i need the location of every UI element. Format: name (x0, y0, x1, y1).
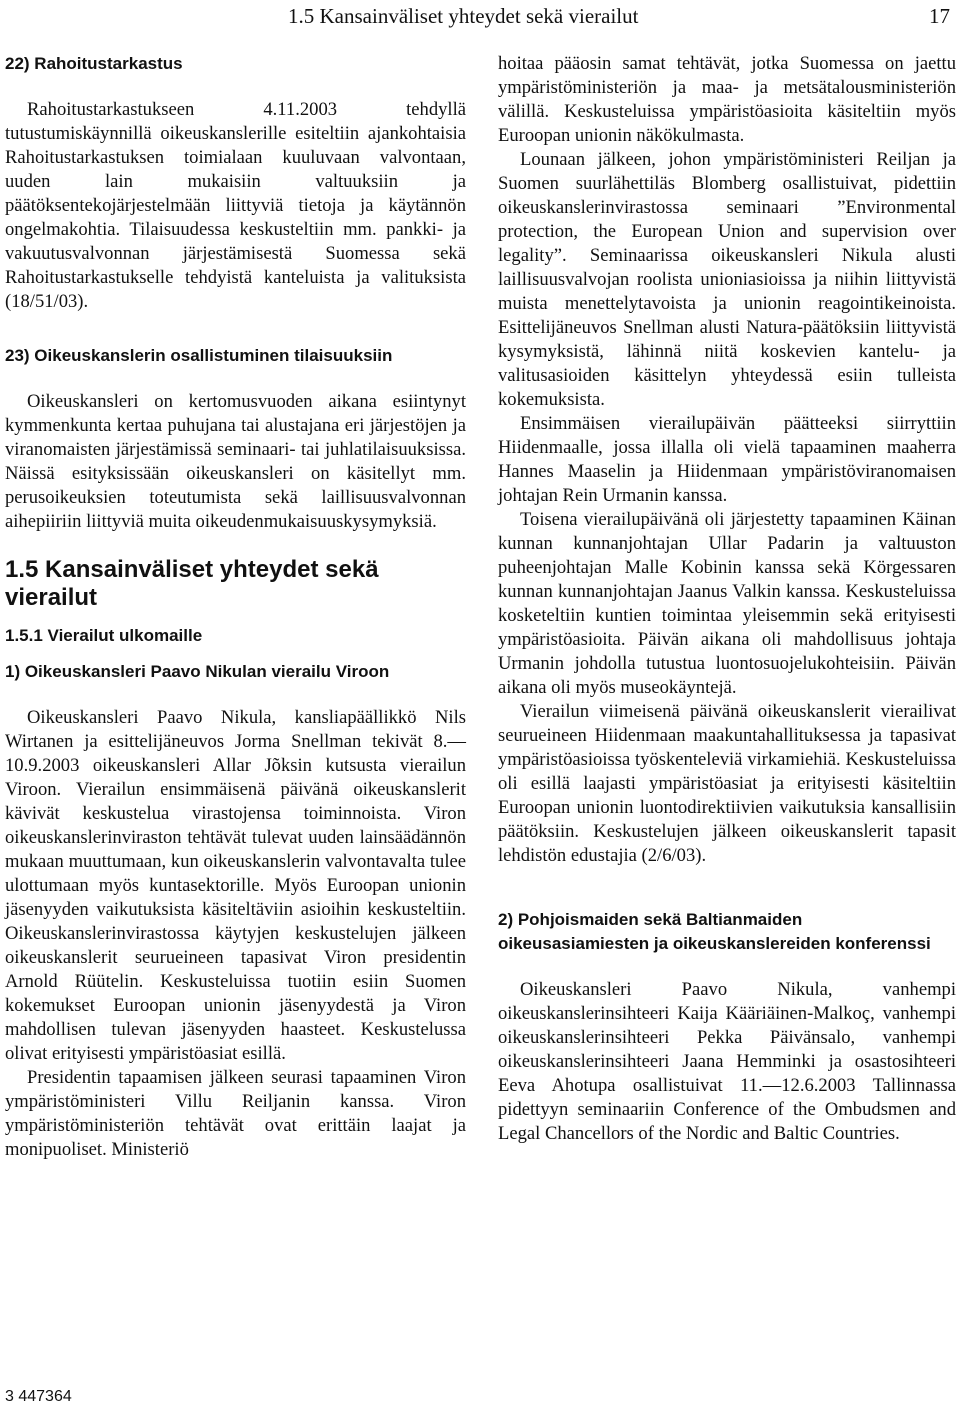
left-column (5, 52, 466, 1162)
paragraph-visit-4: Lounaan jälkeen, johon ympäristöministeri Reiljan ja Suomen suurlähettiläs Blomberg osallistuivat, pidettiin oikeuskanslerinvirastossa seminaari ”Environmental protection, the European Union and supervision over legality”. Seminaarissa oikeuskansleri Nikula alusti laillisuusvalvojan roolista unioniasioissa ja niihin liittyvistä muista menettelytavoista ja unionin reagointikeinoista. Esittelijäneuvos Snellman alusti Natura-päätöksiin liittyvistä kysymyksistä, lähinnä niitä koskevien kantelu- ja valitusasioiden käsittelyn yhteydessä esiin tulleista kokemuksista. (498, 149, 956, 410)
paragraph-visit-1: Oikeuskansleri Paavo Nikula, kansliapäällikkö Nils Wirtanen ja esittelijäneuvos Jorma Snellman tekivät 8.—10.9.2003 oikeuskansleri Allar Jõksin kutsusta vierailun Viroon. Vierailun ensimmäisenä päivänä oikeuskanslerit kävivät keskustelua virastojensa toiminnoista. Viron oikeuskanslerinviraston tehtävät tulevat uuden lainsäädännön mukaan muuttumaan, kun oikeuskanslerin valvontavalta tulee ulottumaan myös kuntasektorille. Myös Euroopan unionin jäsenyyden vaikutuksista käsiteltäviin asioihin keskusteltiin. Oikeuskanslerinvirastossa käytyjen keskustelujen jälkeen oikeuskanslerit seurueineen tapasivat Viron presidentin Arnold Rüütelin. Keskusteluissa tuotiin esiin Suomen kokemukset Euroopan unionin jäsenyydestä ja Viron mahdollisen tulevan jäsenyyden haasteet. Keskustelussa olivat erityisesti ympäristöasiat esillä. (5, 707, 466, 1064)
section-heading-22: 22) Rahoitustarkastus (5, 54, 183, 73)
paragraph-22: Rahoitustarkastukseen 4.11.2003 tehdyllä tutustumiskäynnillä oikeuskanslerille esiteltiin ajankohtaisia Rahoitustarkastuksen toimialaan kuuluvaan valvontaan, uuden lain mukaisiin valtuuksiin ja päätöksentekojärjestelmään liittyviä tietoja ja käytännön ongelmakohtia. Tilaisuudessa keskusteltiin mm. pankki- ja vakuutusvalvonnan järjestämisestä Suomessa sekä Rahoitustarkastukselle tehdyistä kanteluista ja valituksista (18/51/03). (5, 99, 466, 312)
subsection-heading-1-5-1: 1.5.1 Vierailut ulkomaille (5, 626, 203, 645)
right-column (498, 52, 956, 1146)
item-heading-nordic-conference: 2) Pohjoismaiden sekä Baltianmaiden oikeusasiamiesten ja oikeuskanslereiden konferenssi (498, 910, 931, 953)
paragraph-visit-2: Presidentin tapaamisen jälkeen seurasi tapaaminen Viron ympäristöministeri Villu Reiljanin kanssa. Viron ympäristöministeriön tehtävät ovat erittäin laajat ja monipuoliset. Ministeriö (5, 1067, 466, 1160)
section-heading-23: 23) Oikeuskanslerin osallistuminen tilaisuuksiin (5, 346, 393, 365)
chapter-heading-1-5: 1.5 Kansainväliset yhteydet sekä vierailut (5, 556, 379, 611)
paragraph-visit-7: Vierailun viimeisenä päivänä oikeuskanslerit vierailivat seurueineen Hiidenmaan maakuntahallituksessa ja tapasivat ympäristöasioissa työskenteleviä virkamiehiä. Keskusteluissa oli esillä laajasti ympäristöasiat ja erityisesti käsiteltiin Euroopan unionin luontodirektiivien vaikutuksia kansallisiin päätöksiin. Keskustelujen jälkeen oikeuskanslerit tapasit lehdistön edustajia (2/6/03). (498, 701, 956, 866)
running-title: 1.5 Kansainväliset yhteydet sekä vierailut (288, 4, 639, 28)
paragraph-visit-5: Ensimmäisen vierailupäivän päätteeksi siirryttiin Hiidenmaalle, jossa illalla oli vielä tapaaminen maaherra Hannes Maaselin ja Hiidenmaan ympäristöviranomaisen johtajan Rein Urmanin kanssa. (498, 413, 956, 506)
paragraph-23: Oikeuskansleri on kertomusvuoden aikana esiintynyt kymmenkunta kertaa puhujana tai alustajana eri järjestöjen ja viranomaisten järjestämissä seminaari- tai juhlatilaisuuksissa. Näissä esityksissään oikeuskansleri on käsitellyt mm. perusoikeuksien toteutumista sekä laillisuusvalvonnan aihepiiriin liittyviä muita oikeudenmukaisuuskysymyksiä. (5, 391, 466, 532)
page-number: 17 (929, 4, 950, 28)
item-heading-visit-estonia: 1) Oikeuskansleri Paavo Nikulan vierailu Viroon (5, 662, 390, 681)
running-header (0, 4, 960, 32)
print-code: 3 447364 (5, 1388, 72, 1405)
paragraph-visit-3: hoitaa pääosin samat tehtävät, jotka Suomessa on jaettu ympäristöministeriön ja maa- ja metsätalousministeriön välillä. Keskusteluissa ympäristöasioita käsiteltiin myös Euroopan unionin näkökulmasta. (498, 53, 956, 146)
paragraph-visit-6: Toisena vierailupäivänä oli järjestetty tapaaminen Käinan kunnan kunnanjohtajan Ullar Padarin ja valtuuston puheenjohtajan Malle Kobinin kanssa sekä Körgessaren kunnan kunnanjohtajan Jaanus Valkin kanssa. Keskusteluissa kosketeltiin kuntien toimintaa yleisemmin sekä erityisesti ympäristöasioita. Päivän aikana oli mahdollisuus johtaja Urmanin johdolla tutustua luontosuojelukohteisiin. Päivän aikana oli myös museokäyntejä. (498, 509, 956, 698)
paragraph-conference: Oikeuskansleri Paavo Nikula, vanhempi oikeuskanslerinsihteeri Kaija Kääriäinen-Malkoç, vanhempi oikeuskanslerinsihteeri Pekka Päivänsalo, vanhempi oikeuskanslerinsihteeri Jaana Hemminki ja osastosihteeri Eeva Ahotupa osallistuivat 11.—12.6.2003 Tallinnassa pidettyyn seminaariin Conference of the Ombudsmen and Legal Chancellors of the Nordic and Baltic Countries. (498, 979, 956, 1144)
